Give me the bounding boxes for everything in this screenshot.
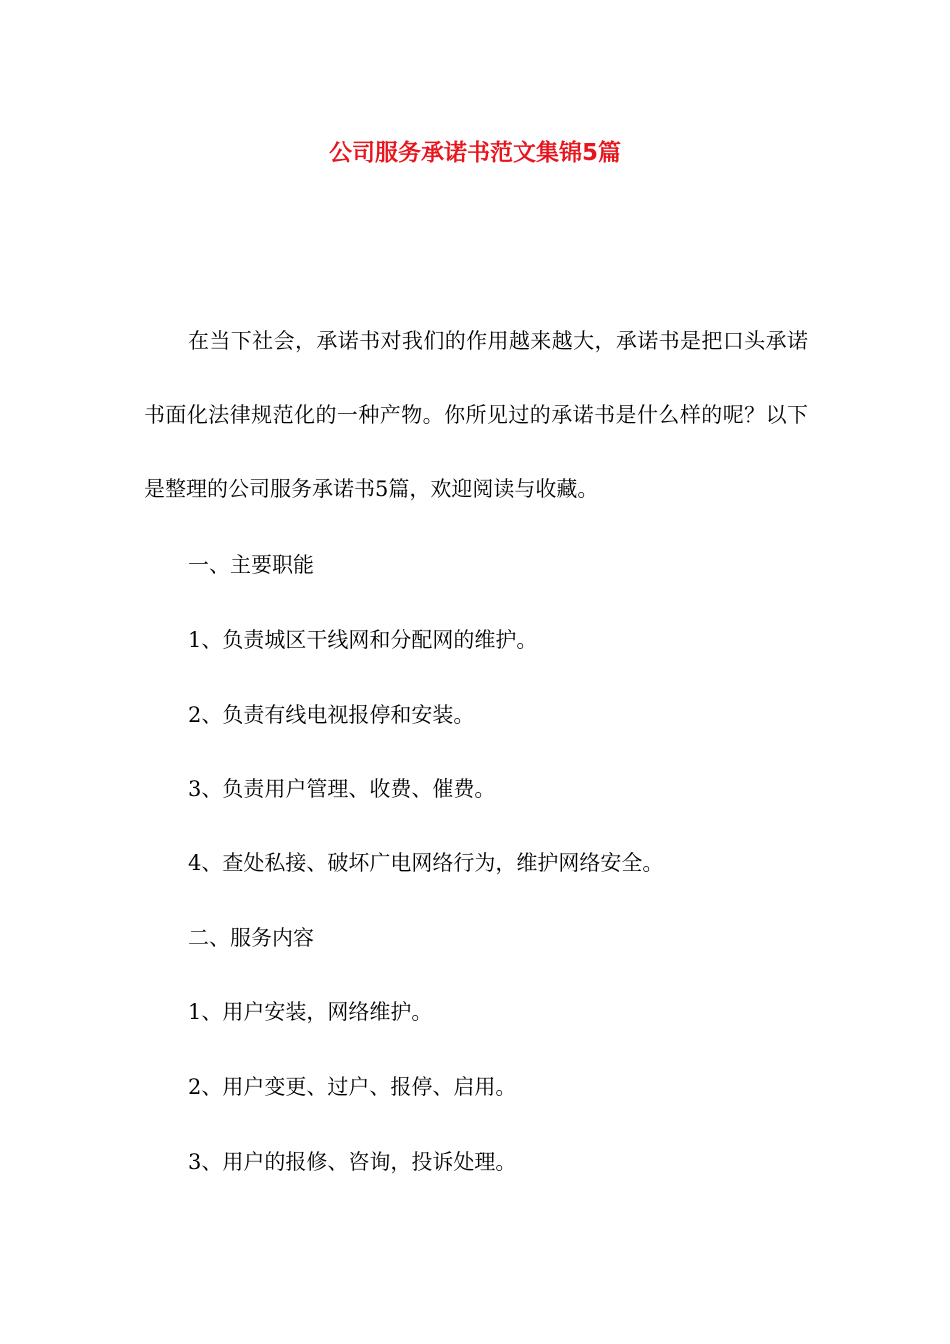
document-title: 公司服务承诺书范文集锦5篇: [328, 140, 621, 166]
list-item: 2、负责有线电视报停和安装。: [188, 703, 475, 727]
list-item: 4、查处私接、破坏广电网络行为，维护网络安全。: [188, 851, 664, 875]
list-item: 2、用户变更、过户、报停、启用。: [188, 1075, 517, 1099]
intro-paragraph: 在当下社会，承诺书对我们的作用越来越大，承诺书是把口头承诺书面化法律规范化的一种产物。你所见过的承诺书是什么样的呢？以下是整理的公司服务承诺书5篇，欢迎阅读与收藏。: [144, 329, 808, 501]
list-item: 3、负责用户管理、收费、催费。: [188, 777, 496, 801]
list-item: 3、用户的报修、咨询，投诉处理。: [188, 1150, 517, 1174]
section-heading-main-functions: 一、主要职能: [188, 553, 314, 577]
list-item: 1、用户安装，网络维护。: [188, 1000, 433, 1024]
list-item: 1、负责城区干线网和分配网的维护。: [188, 628, 538, 652]
section-heading-service-content: 二、服务内容: [188, 926, 314, 950]
